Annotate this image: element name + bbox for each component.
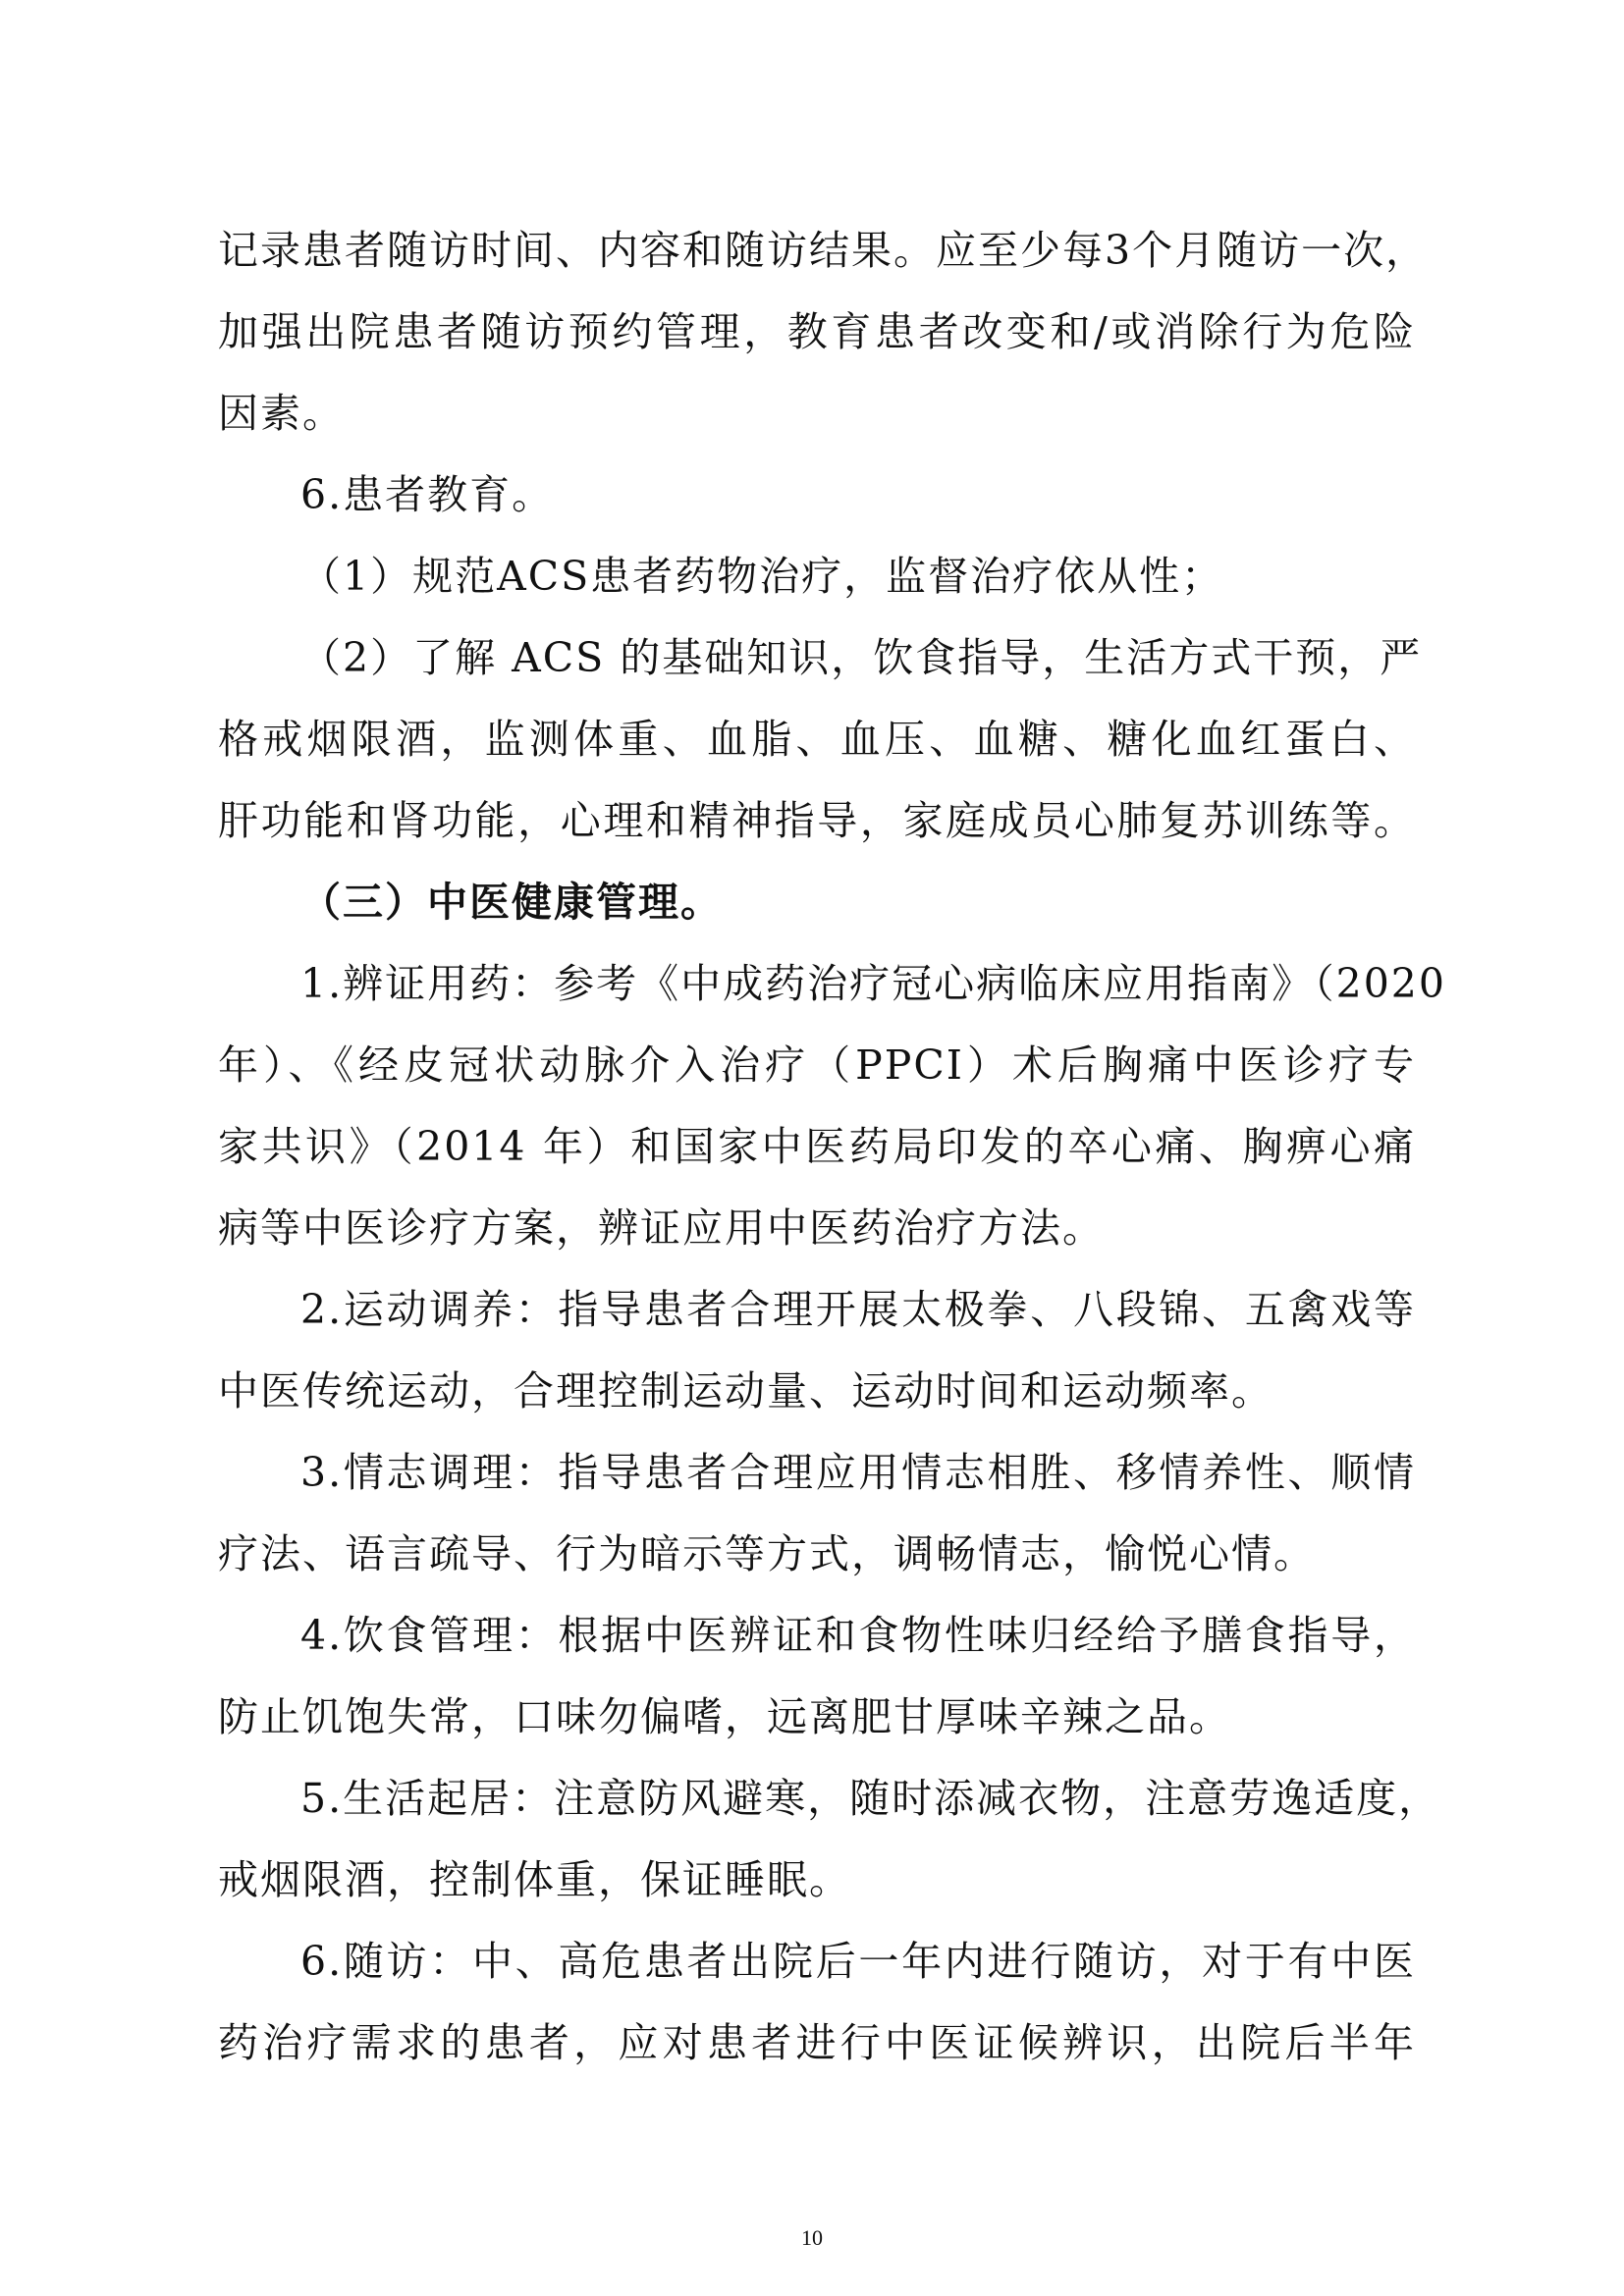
tcm-item-6-line-1: 6.随访：中、高危患者出院后一年内进行随访，对于有中医	[300, 1938, 1416, 1985]
list-item-2-line-1: （2）了解 ACS 的基础知识，饮食指导，生活方式干预，严	[300, 634, 1423, 681]
tcm-item-1-line-1: 1.辨证用药：参考《中成药治疗冠心病临床应用指南》（2020	[300, 960, 1446, 1007]
tcm-item-1-line-3: 家共识》（2014 年）和国家中医药局印发的卒心痛、胸痹心痛	[218, 1123, 1416, 1170]
page-number: 10	[801, 2225, 823, 2250]
list-item-2-line-2: 格戒烟限酒，监测体重、血脂、血压、血糖、糖化血红蛋白、	[218, 716, 1416, 763]
tcm-item-5-line-2: 戒烟限酒，控制体重，保证睡眠。	[218, 1856, 851, 1903]
paragraph-line-1: 记录患者随访时间、内容和随访结果。应至少每3个月随访一次，	[218, 227, 1429, 274]
paragraph-line-2: 加强出院患者随访预约管理，教育患者改变和/或消除行为危险	[218, 308, 1416, 355]
tcm-item-5-line-1: 5.生活起居：注意防风避寒，随时添减衣物，注意劳逸适度，	[300, 1775, 1441, 1822]
tcm-item-3-line-2: 疗法、语言疏导、行为暗示等方式，调畅情志，愉悦心情。	[218, 1530, 1316, 1577]
tcm-item-2-line-1: 2.运动调养：指导患者合理开展太极拳、八段锦、五禽戏等	[300, 1286, 1416, 1333]
section-heading-patient-education: 6.患者教育。	[300, 471, 555, 518]
tcm-item-2-line-2: 中医传统运动，合理控制运动量、运动时间和运动频率。	[218, 1367, 1273, 1415]
list-item-1: （1）规范ACS患者药物治疗，监督治疗依从性；	[300, 553, 1224, 600]
tcm-item-6-line-2: 药治疗需求的患者，应对患者进行中医证候辨识，出院后半年	[218, 2019, 1416, 2066]
list-item-2-line-3: 肝功能和肾功能，心理和精神指导，家庭成员心肺复苏训练等。	[218, 797, 1416, 844]
tcm-item-3-line-1: 3.情志调理：指导患者合理应用情志相胜、移情养性、顺情	[300, 1449, 1416, 1496]
tcm-item-4-line-1: 4.饮食管理：根据中医辨证和食物性味归经给予膳食指导，	[300, 1612, 1416, 1659]
tcm-item-1-line-2: 年）、《经皮冠状动脉介入治疗（PPCI）术后胸痛中医诊疗专	[218, 1041, 1416, 1089]
tcm-item-1-line-4: 病等中医诊疗方案，辨证应用中医药治疗方法。	[218, 1204, 1105, 1252]
tcm-item-4-line-2: 防止饥饱失常，口味勿偏嗜，远离肥甘厚味辛辣之品。	[218, 1693, 1231, 1740]
section-heading-tcm-management: （三）中医健康管理。	[300, 879, 723, 926]
paragraph-line-3: 因素。	[218, 390, 345, 437]
